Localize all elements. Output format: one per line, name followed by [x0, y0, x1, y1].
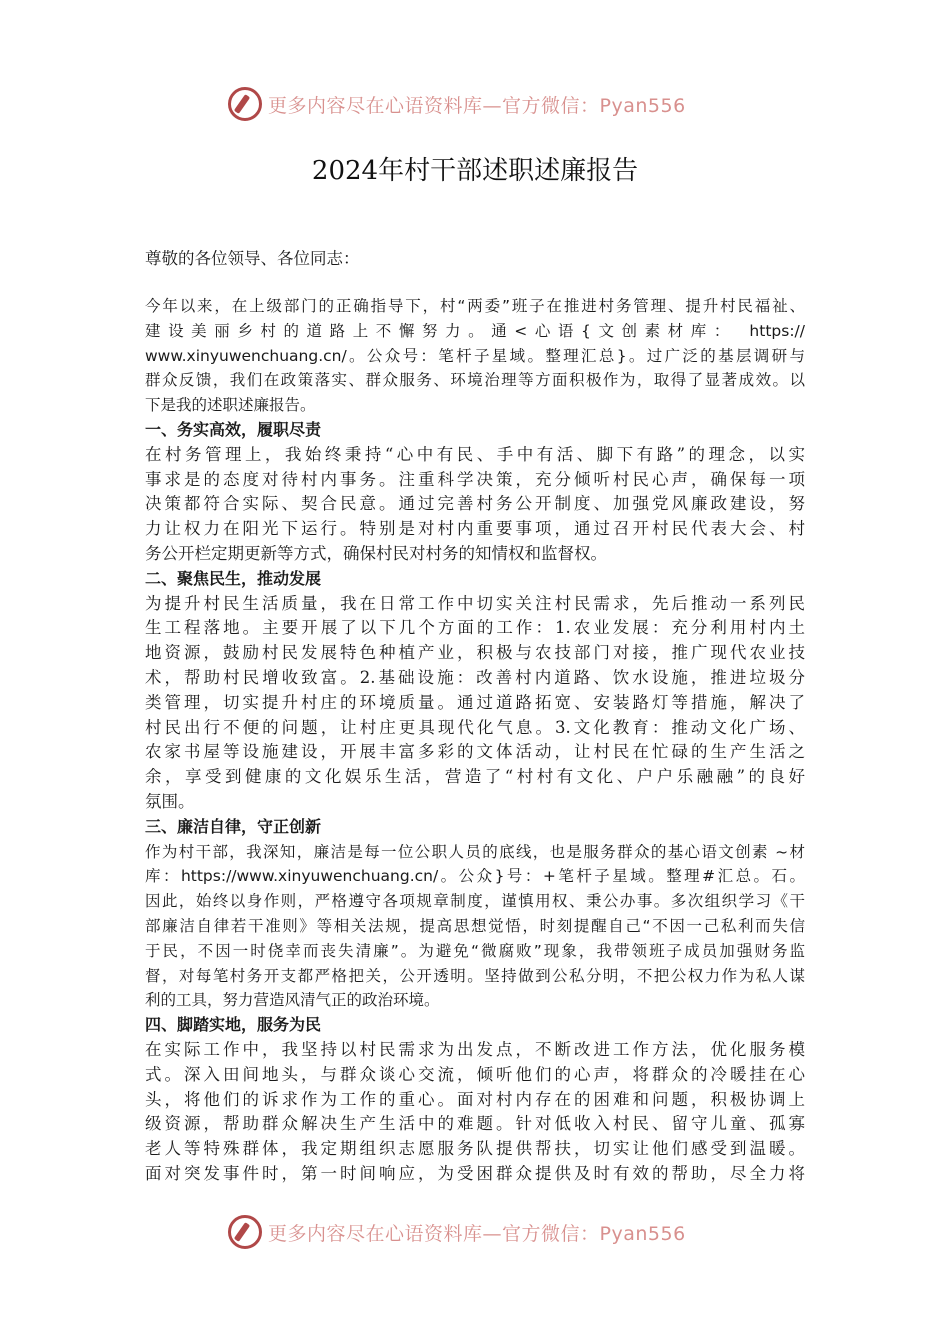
watermark-text: 更多内容尽在心语资料库—官方微信： — [268, 94, 600, 117]
paragraph-line: 决策都符合实际、契合民意。通过完善村务公开制度、加强党风廉政建设，努 — [145, 494, 805, 514]
paragraph-line: 事求是的态度对待村内事务。注重科学决策，充分倾听村民心声，确保每一项 — [145, 469, 805, 489]
paragraph-line: 类管理，切实提升村庄的环境质量。通过道路拓宽、安装路灯等措施，解决了 — [145, 692, 805, 712]
greeting: 尊敬的各位领导、各位同志： — [145, 249, 360, 268]
paragraph-line: 作为村干部，我深知，廉洁是每一位公职人员的底线，也是服务群众的基心语文创素 ~材 — [145, 842, 805, 861]
watermark-id: Pyan556 — [599, 1222, 686, 1245]
document-body — [145, 294, 805, 1187]
watermark-header — [228, 84, 728, 124]
paragraph-line: 利的工具，努力营造风清气正的政治环境。 — [145, 991, 440, 1010]
section-heading: 一、务实高效，履职尽责 — [145, 419, 322, 439]
paragraph-line: 部廉洁自律若干准则》等相关法规，提高思想觉悟，时刻提醒自己“不因一己私利而失信 — [145, 916, 805, 935]
paragraph-line: 库：https://www.xinyuwenchuang.cn/。公众}号：+笔杆子星域。整理#汇总。石。 — [145, 867, 805, 886]
paragraph-line: 面对突发事件时，第一时间响应，为受困群众提供及时有效的帮助，尽全力将 — [145, 1163, 805, 1183]
section-heading: 二、聚焦民生，推动发展 — [145, 568, 322, 588]
watermark-id: Pyan556 — [599, 94, 686, 117]
paragraph-line: 为提升村民生活质量，我在日常工作中切实关注村民需求，先后推动一系列民 — [145, 593, 805, 613]
paragraph-line: 务公开栏定期更新等方式，确保村民对村务的知情权和监督权。 — [145, 543, 607, 563]
paragraph-line: 在村务管理上，我始终秉持“心中有民、手中有活、脚下有路”的理念，以实 — [145, 444, 805, 464]
paragraph-line: 村民出行不便的问题，让村庄更具现代化气息。3.文化教育：推动文化广场、 — [145, 717, 805, 737]
paragraph-line: 生工程落地。主要开展了以下几个方面的工作：1.农业发展：充分利用村内土 — [145, 618, 805, 638]
paragraph-line: 氛围。 — [145, 791, 195, 811]
intro-line: 下是我的述职述廉报告。 — [145, 396, 316, 415]
paragraph-line: 地资源，鼓励村民发展特色种植产业，积极与农技部门对接，推广现代农业技 — [145, 643, 805, 663]
paragraph-line: 术，帮助村民增收致富。2.基础设施：改善村内道路、饮水设施，推进垃圾分 — [145, 667, 805, 687]
paragraph-line: 农家书屋等设施建设，开展丰富多彩的文体活动，让村民在忙碌的生产生活之 — [145, 742, 805, 762]
paragraph-line: 督，对每笔村务开支都严格把关，公开透明。坚持做到公私分明，不把公权力作为私人谋 — [145, 966, 805, 985]
watermark-text: 更多内容尽在心语资料库—官方微信： — [268, 1222, 600, 1245]
paragraph-line: 余，享受到健康的文化娱乐生活，营造了“村村有文化、户户乐融融”的良好 — [145, 767, 805, 787]
paragraph-line: 老人等特殊群体，我定期组织志愿服务队提供帮扶，切实让他们感受到温暖。 — [145, 1139, 805, 1159]
paragraph-line: 于民，不因一时侥幸而丧失清廉”。为避免“微腐败”现象，我带领班子成员加强财务监 — [145, 941, 805, 960]
intro-line: 建设美丽乡村的道路上不懈努力。通<心语{文创素材库： https:// — [145, 321, 805, 340]
intro-line: www.xinyuwenchuang.cn/。公众号：笔杆子星域。整理汇总}。过广泛的基层调研与 — [145, 346, 805, 365]
quill-logo-icon — [228, 1215, 262, 1249]
paragraph-line: 式。深入田间地头，与群众谈心交流，倾听他们的心声，将群众的冷暖挂在心 — [145, 1064, 805, 1084]
paragraph-line: 头，将他们的诉求作为工作的重心。面对村内存在的困难和问题，积极协调上 — [145, 1089, 805, 1109]
quill-logo-icon — [228, 87, 262, 121]
section-heading: 四、脚踏实地，服务为民 — [145, 1015, 322, 1035]
intro-line: 群众反馈，我们在政策落实、群众服务、环境治理等方面积极作为，取得了显著成效。以 — [145, 371, 805, 390]
watermark-footer — [228, 1212, 728, 1252]
paragraph-line: 在实际工作中，我坚持以村民需求为出发点，不断改进工作方法，优化服务模 — [145, 1039, 805, 1059]
document-title: 2024年村干部述职述廉报告 — [311, 156, 639, 186]
paragraph-line: 级资源，帮助群众解决生产生活中的难题。针对低收入村民、留守儿童、孤寡 — [145, 1114, 805, 1134]
intro-line: 今年以来，在上级部门的正确指导下，村“两委”班子在推进村务管理、提升村民福祉、 — [145, 297, 805, 315]
paragraph-line: 因此，始终以身作则，严格遵守各项规章制度，谨慎用权、秉公办事。多次组织学习《干 — [145, 892, 805, 911]
paragraph-line: 力让权力在阳光下运行。特别是对村内重要事项，通过召开村民代表大会、村 — [145, 519, 805, 539]
section-heading: 三、廉洁自律，守正创新 — [145, 816, 322, 836]
